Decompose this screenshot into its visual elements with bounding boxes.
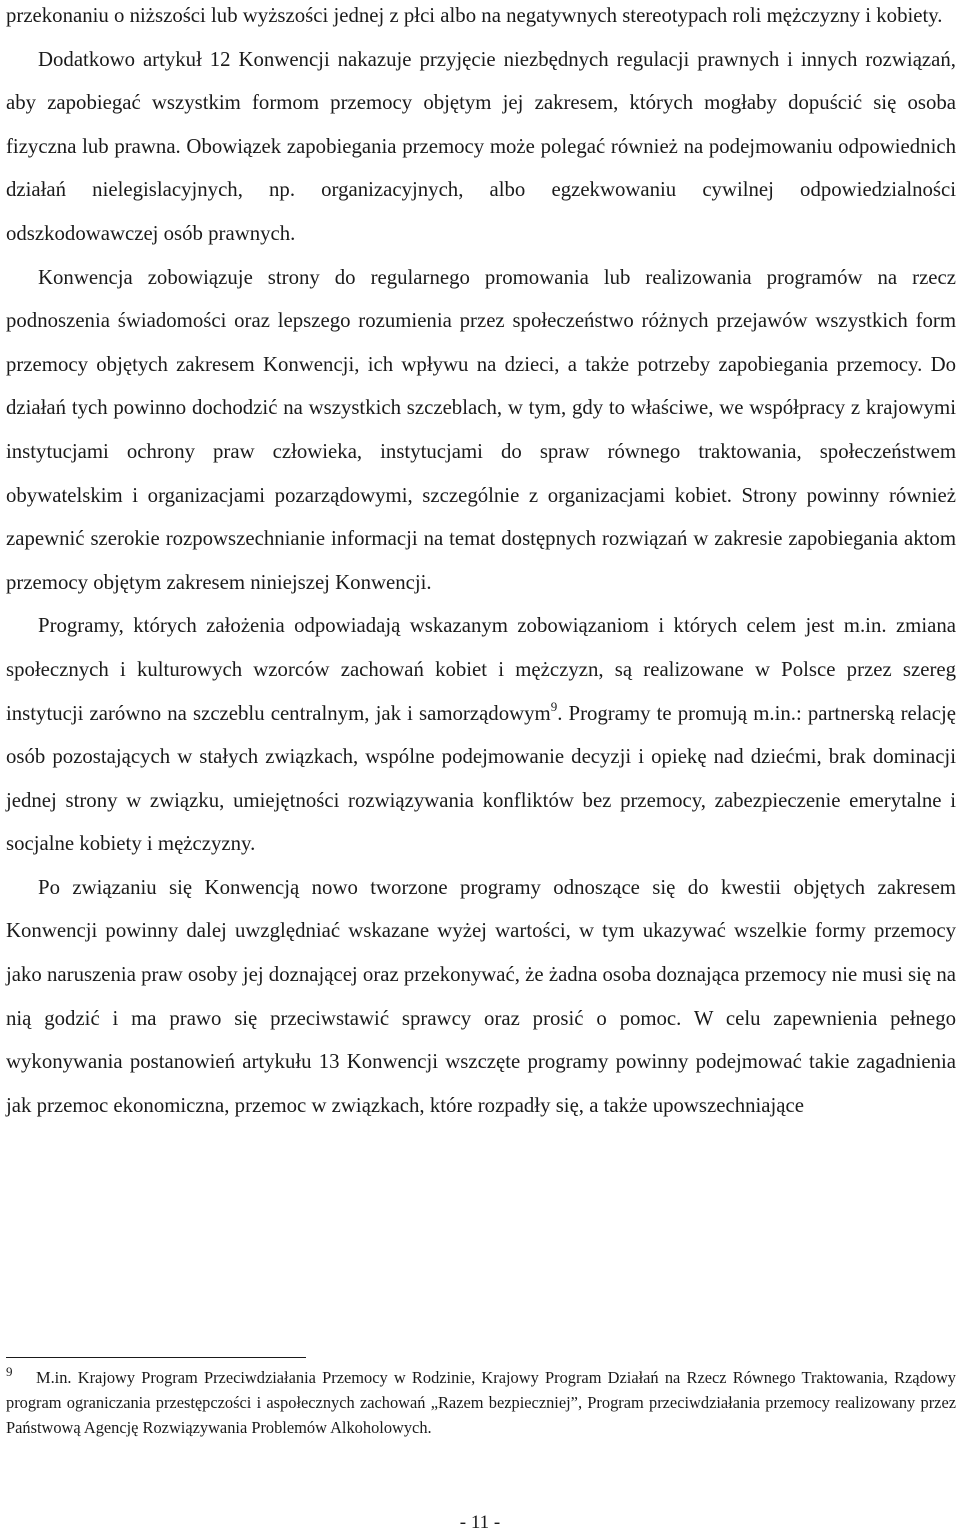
footnote-text: M.in. Krajowy Program Przeciwdziałania Przemocy w Rodzinie, Krajowy Program Działań na Rzecz Równego Traktowania, Rządowy program ograniczania przestępczości i aspołecznych zachowań „Razem bezpieczniej”, Program przeciwdziałania przemocy realizowany przez Państwową Agencję Rozwiązywania Problemów Alkoholowych. — [6, 1368, 956, 1437]
paragraph-text: . Programy te promują m.in.: partnerską relację osób pozostających w stałych związkach, wspólne podejmowanie decyzji i opiekę nad dziećmi, brak dominacji jednej strony w związku, umiejętności rozwiązywania konfliktów bez przemocy, zabezpieczenie emerytalne i socjalne kobiety i mężczyzny. — [6, 701, 956, 856]
paragraph — [6, 604, 956, 866]
paragraph-text: Programy, których założenia odpowiadają wskazanym zobowiązaniom i których celem jest m.in. zmiana społecznych i kulturowych wzorców zachowań kobiet i mężczyzn, są realizowane w Polsce przez szereg instytucji zarówno na szczeblu centralnym, jak i samorządowym — [6, 614, 956, 725]
body-text — [6, 0, 956, 1127]
footnote-reference[interactable]: 9 — [550, 698, 558, 714]
footnote-number: 9 — [6, 1364, 13, 1379]
paragraph: Po związaniu się Konwencją nowo tworzone programy odnoszące się do kwestii objętych zakresem Konwencji powinny dalej uwzględniać wskazane wyżej wartości, w tym ukazywać wszelkie formy przemocy jako naruszenia praw osoby jej doznającej oraz przekonywać, że żadna osoba doznająca przemocy nie musi się na nią godzić i ma prawo się przeciwstawić sprawcy oraz prosić o pomoc. W celu zapewnienia pełnego wykonywania postanowień artykułu 13 Konwencji wszczęte programy powinny podejmować takie zagadnienia jak przemoc ekonomiczna, przemoc w związkach, które rozpadły się, a także upowszechniające — [6, 875, 956, 1117]
footnote-separator — [6, 1357, 306, 1358]
paragraph: Dodatkowo artykuł 12 Konwencji nakazuje przyjęcie niezbędnych regulacji prawnych i innych rozwiązań, aby zapobiegać wszystkim formom przemocy objętym jej zakresem, których mogłaby dopuścić się osoba fizyczna lub prawna. Obowiązek zapobiegania przemocy może polegać również na podejmowaniu odpowiednich działań nielegislacyjnych, np. organizacyjnych, albo egzekwowaniu cywilnej odpowiedzialności odszkodowawczej osób prawnych. — [6, 47, 956, 245]
footnote — [6, 1366, 956, 1440]
paragraph: przekonaniu o niższości lub wyższości jednej z płci albo na negatywnych stereotypach roli mężczyzny i kobiety. — [6, 4, 943, 27]
page-number: - 11 - — [459, 1512, 501, 1533]
paragraph: Konwencja zobowiązuje strony do regularnego promowania lub realizowania programów na rzecz podnoszenia świadomości oraz lepszego rozumienia przez społeczeństwo różnych przejawów wszystkich form przemocy objętych zakresem Konwencji, ich wpływu na dzieci, a także potrzeby zapobiegania przemocy. Do działań tych powinno dochodzić na wszystkich szczeblach, w tym, gdy to właściwe, we współpracy z krajowymi instytucjami ochrony praw człowieka, instytucjami do spraw równego traktowania, społeczeństwem obywatelskim i organizacjami pozarządowymi, szczególnie z organizacjami kobiet. Strony powinny również zapewnić szerokie rozpowszechnianie informacji na temat dostępnych rozwiązań w zakresie zapobiegania aktom przemocy objętym zakresem niniejszej Konwencji. — [6, 265, 956, 594]
